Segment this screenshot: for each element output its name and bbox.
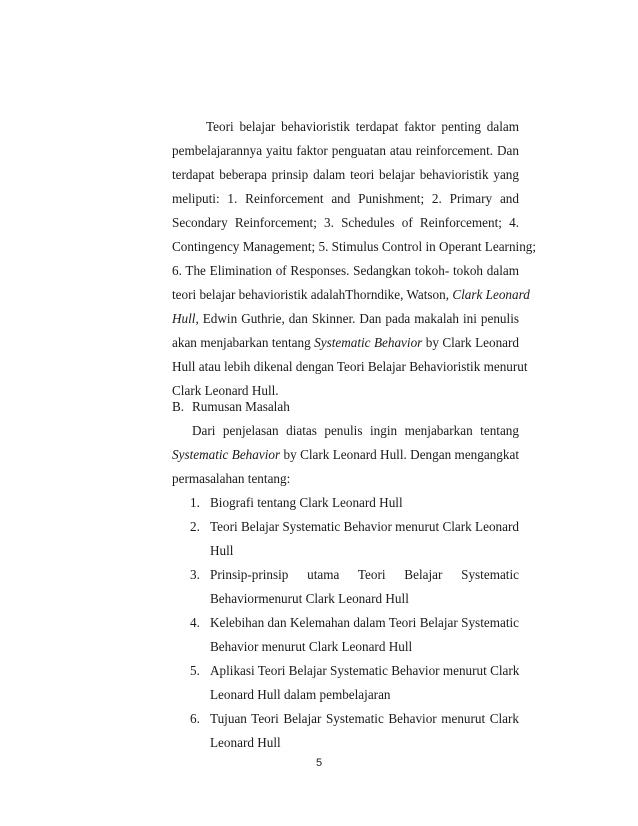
intro-line: pembelajarannya yaitu faktor penguatan atau reinforcement. Dan [172, 143, 519, 158]
section-line: Dari penjelasan diatas penulis ingin menjabarkan tentang [192, 423, 519, 438]
intro-line: 6. The Elimination of Responses. Sedangkan tokoh- tokoh dalam [172, 263, 519, 278]
list-line: Prinsip-prinsip utama Teori Belajar Systematic [210, 567, 519, 582]
section-emphasis: Systematic Behavior [172, 447, 281, 462]
section-line [172, 443, 519, 467]
intro-text: , Edwin Guthrie, dan Skinner. Dan pada makalah ini penulis [195, 311, 519, 326]
list-number: 4. [190, 615, 200, 630]
intro-text: by Clark Leonard [422, 335, 520, 350]
list-line: Aplikasi Teori Belajar Systematic Behavior menurut Clark [210, 663, 520, 678]
section-text: by Clark Leonard Hull. Dengan mengangkat [280, 447, 520, 462]
list-line: Hull [210, 543, 234, 558]
section-paragraph [172, 419, 519, 491]
section-title: Rumusan Masalah [192, 399, 290, 414]
list-number: 1. [190, 495, 200, 510]
list-number: 5. [190, 663, 200, 678]
list-item [172, 515, 519, 563]
list-line: Leonard Hull [210, 735, 281, 750]
list-number: 2. [190, 519, 200, 534]
list-line: Tujuan Teori Belajar Systematic Behavior menurut Clark [210, 711, 519, 726]
page-number: 5 [315, 757, 323, 769]
list-line: Leonard Hull dalam pembelajaran [210, 687, 391, 702]
intro-line [172, 307, 519, 331]
intro-line: Secondary Reinforcement; 3. Schedules of Reinforcement; 4. [172, 215, 519, 230]
list-item [172, 707, 519, 755]
list-number: 6. [190, 711, 200, 726]
intro-line: Contingency Management; 5. Stimulus Control in Operant Learning; [172, 239, 537, 254]
intro-line: Hull atau lebih dikenal dengan Teori Belajar Behavioristik menurut [172, 359, 528, 374]
intro-line: Clark Leonard Hull. [172, 383, 279, 398]
intro-emphasis: Hull [172, 311, 196, 326]
section-letter: B. [172, 399, 185, 414]
intro-line: Teori belajar behavioristik terdapat faktor penting dalam [206, 119, 519, 134]
intro-emphasis: Systematic Behavior [314, 335, 423, 350]
list-line: Behaviormenurut Clark Leonard Hull [210, 591, 409, 606]
section-heading [172, 395, 519, 419]
intro-line [172, 331, 519, 355]
intro-line: meliputi: 1. Reinforcement and Punishment; 2. Primary and [172, 191, 519, 206]
list-item [172, 563, 519, 611]
intro-line [172, 283, 530, 307]
section-line: permasalahan tentang: [172, 471, 291, 486]
list-item [172, 611, 519, 659]
list-item [172, 659, 519, 707]
section-rumusan-masalah [172, 395, 519, 755]
intro-paragraph [172, 115, 537, 403]
intro-text: akan menjabarkan tentang [172, 335, 315, 350]
problem-list [172, 491, 519, 755]
list-line: Teori Belajar Systematic Behavior menurut Clark Leonard [210, 519, 519, 534]
list-item [172, 491, 519, 515]
intro-text: teori belajar behavioristik adalahThorndike, Watson, [172, 287, 453, 302]
list-line: Biografi tentang Clark Leonard Hull [210, 495, 403, 510]
list-line: Behavior menurut Clark Leonard Hull [210, 639, 413, 654]
list-line: Kelebihan dan Kelemahan dalam Teori Belajar Systematic [210, 615, 519, 630]
intro-line: terdapat beberapa prinsip dalam teori belajar behavioristik yang [172, 167, 519, 182]
list-number: 3. [190, 567, 200, 582]
intro-emphasis: Clark Leonard [452, 287, 530, 302]
